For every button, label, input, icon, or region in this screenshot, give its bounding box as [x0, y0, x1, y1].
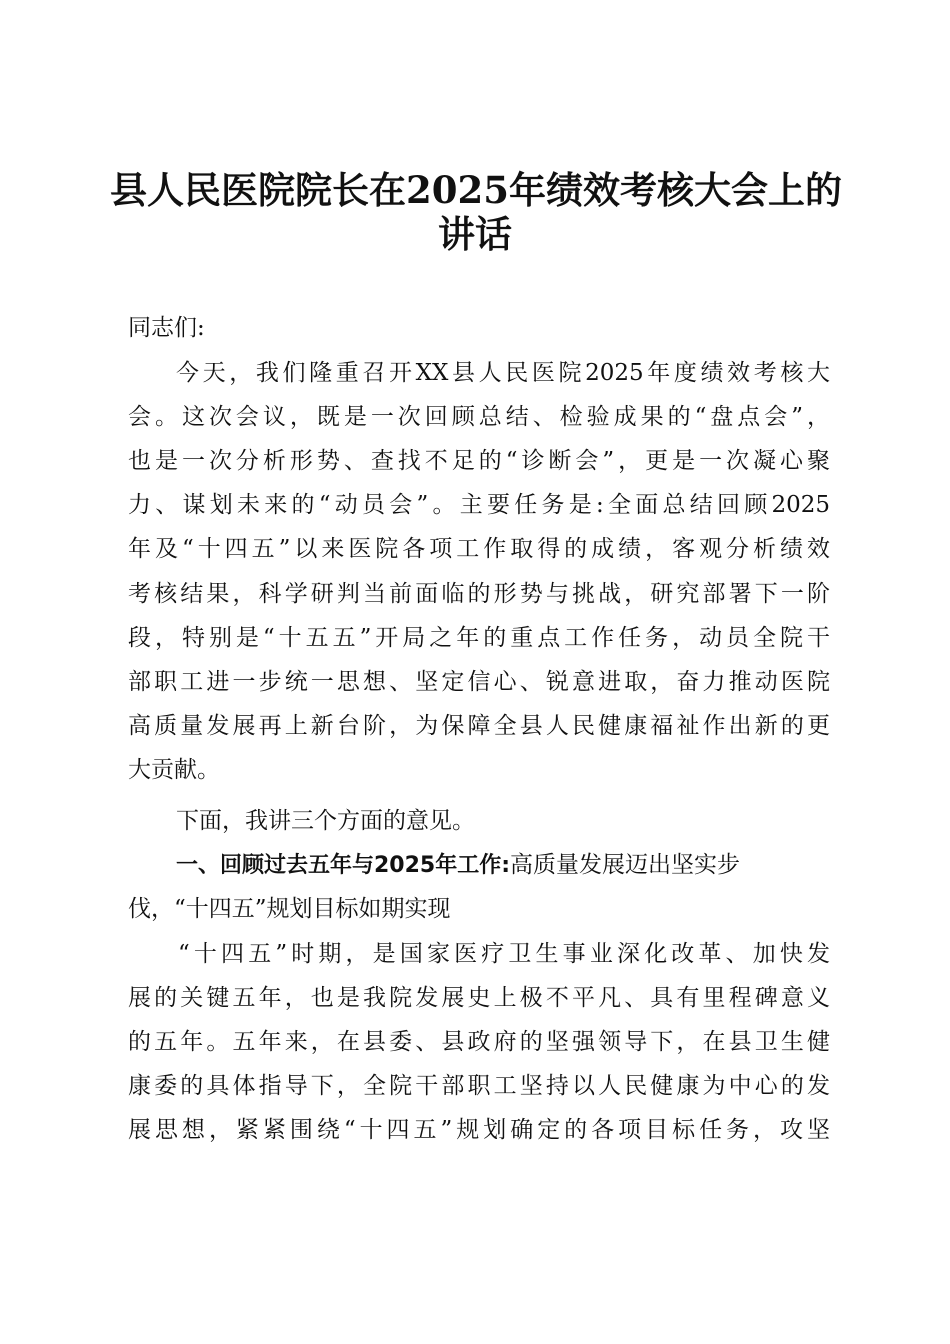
section-heading	[176, 845, 830, 885]
paragraph-line: 康委的具体指导下，全院干部职工坚持以人民健康为中心的发	[128, 1073, 830, 1099]
paragraph-line: 高质量发展再上新台阶，为保障全县人民健康福祉作出新的更	[128, 713, 830, 739]
paragraph-line: 大贡献。	[128, 757, 220, 783]
title-line-1: 县人民医院院长在2025年绩效考核大会上的	[110, 168, 842, 212]
section-heading-line-2: 伐，“十四五”规划目标如期实现	[128, 896, 451, 922]
paragraph-line: “十四五”时期，是国家医疗卫生事业深化改革、加快发	[178, 941, 830, 967]
salutation: 同志们:	[128, 315, 205, 341]
paragraph-line: 展思想，紧紧围绕“十四五”规划确定的各项目标任务，攻坚	[128, 1117, 830, 1143]
section-heading-text: 高质量发展迈出坚实步	[510, 852, 741, 878]
paragraph-line: 展的关键五年，也是我院发展史上极不平凡、具有里程碑意义	[128, 985, 830, 1011]
paragraph-line: 也是一次分析形势、查找不足的“诊断会”，更是一次凝心聚	[128, 448, 830, 474]
paragraph-line: 会。这次会议，既是一次回顾总结、检验成果的“盘点会”，	[128, 404, 830, 430]
section-heading-bold: 一、回顾过去五年与2025年工作:	[176, 853, 511, 878]
paragraph-line: 力、谋划未来的“动员会”。主要任务是:全面总结回顾2025	[128, 492, 830, 518]
paragraph-line: 段，特别是“十五五”开局之年的重点工作任务，动员全院干	[128, 625, 830, 651]
paragraph-line: 的五年。五年来，在县委、县政府的坚强领导下，在县卫生健	[128, 1029, 830, 1055]
paragraph-line: 下面，我讲三个方面的意见。	[176, 808, 475, 834]
paragraph-line: 年及“十四五”以来医院各项工作取得的成绩，客观分析绩效	[128, 536, 830, 562]
paragraph-line: 部职工进一步统一思想、坚定信心、锐意进取，奋力推动医院	[128, 669, 830, 695]
paragraph-line: 考核结果，科学研判当前面临的形势与挑战，研究部署下一阶	[128, 581, 830, 607]
document-title	[110, 168, 840, 256]
paragraph-line: 今天，我们隆重召开XX县人民医院2025年度绩效考核大	[176, 360, 830, 386]
title-line-2: 讲话	[438, 212, 512, 256]
